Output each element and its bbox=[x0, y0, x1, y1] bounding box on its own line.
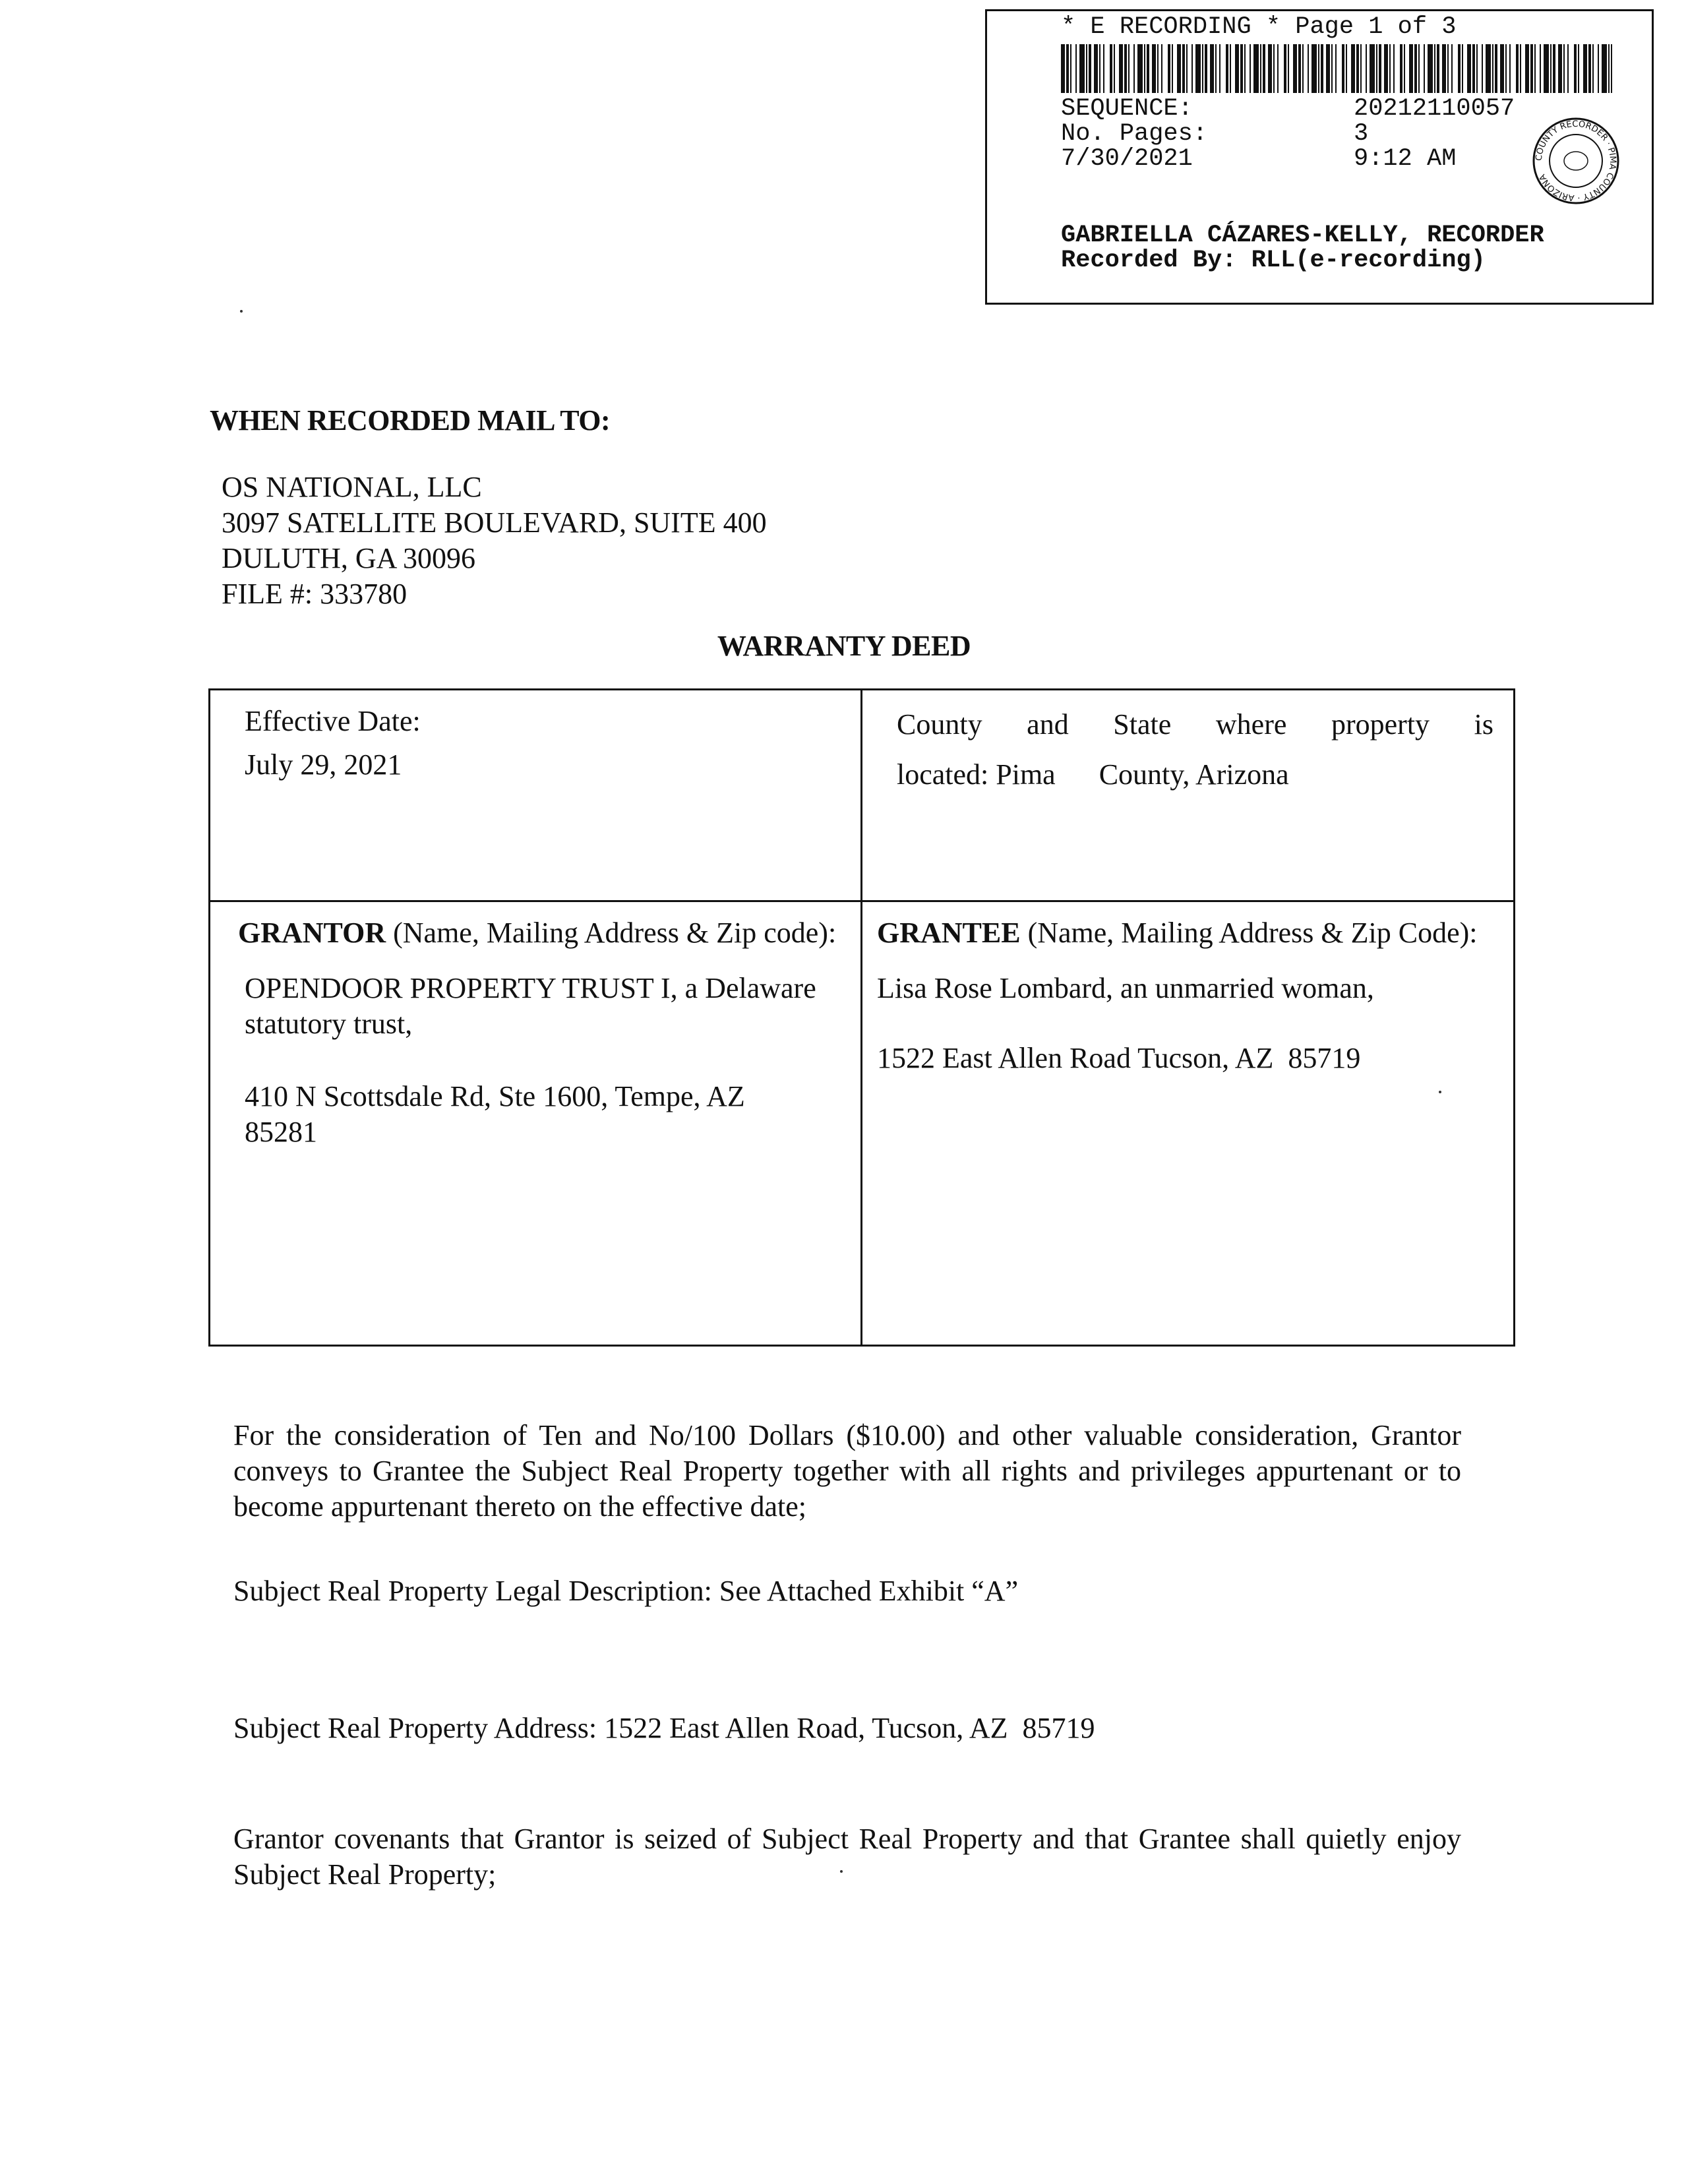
barcode-bar bbox=[1172, 44, 1173, 93]
barcode-bar bbox=[1442, 44, 1446, 93]
mail-to-line: OS NATIONAL, LLC bbox=[222, 471, 482, 503]
barcode-bar bbox=[1144, 44, 1145, 93]
barcode-bar bbox=[1574, 44, 1577, 93]
grantee-name: Lisa Rose Lombard, an unmarried woman, bbox=[877, 972, 1374, 1004]
barcode-bar bbox=[1177, 44, 1181, 93]
sequence-value: 20212110057 bbox=[1354, 95, 1515, 123]
barcode-bar bbox=[1230, 44, 1231, 93]
barcode-bar bbox=[1318, 44, 1319, 93]
svg-text:COUNTY RECORDER · PIMA COUNTY bbox=[1534, 119, 1617, 202]
stamp-header: * E RECORDING * Page 1 of 3 bbox=[1061, 13, 1457, 41]
barcode-bar bbox=[1516, 44, 1519, 93]
barcode-bar bbox=[1210, 44, 1214, 93]
effective-date-value: July 29, 2021 bbox=[245, 748, 402, 781]
grantee-heading-bold: GRANTEE bbox=[877, 917, 1021, 949]
barcode-bar bbox=[1611, 44, 1612, 93]
grantor-heading-bold: GRANTOR bbox=[238, 917, 386, 949]
barcode-bar bbox=[1482, 44, 1483, 93]
barcode-bar bbox=[1558, 44, 1562, 93]
barcode-bar bbox=[1608, 44, 1610, 93]
barcode-bar bbox=[1404, 44, 1405, 93]
barcode-bar bbox=[1472, 44, 1475, 93]
barcode-bar bbox=[1191, 44, 1193, 93]
barcode-bar bbox=[1110, 44, 1112, 93]
barcode-bar bbox=[1550, 44, 1552, 93]
covenant-paragraph: Grantor covenants that Grantor is seized of Subject Real Property and that Grantee shall quietly enjoy Subject Real Property; bbox=[233, 1823, 1461, 1891]
barcode-bar bbox=[1335, 44, 1337, 93]
barcode-bar bbox=[1308, 44, 1309, 93]
grantee-cell bbox=[862, 901, 1515, 1346]
barcode-bar bbox=[1326, 44, 1330, 93]
barcode-bar bbox=[1520, 44, 1521, 93]
barcode-bar bbox=[1366, 44, 1367, 93]
record-date: 7/30/2021 bbox=[1061, 145, 1193, 173]
barcode-bar bbox=[1351, 44, 1355, 93]
barcode-bar bbox=[1370, 44, 1375, 93]
county-state-line1: County and State where property is bbox=[897, 708, 1493, 741]
barcode-bar bbox=[1205, 44, 1207, 93]
barcode-bar bbox=[1434, 44, 1435, 93]
barcode-bar bbox=[1462, 44, 1463, 93]
barcode-bar bbox=[1119, 44, 1123, 93]
scan-speck bbox=[1439, 1091, 1441, 1093]
barcode-bar bbox=[1418, 44, 1420, 93]
barcode-bar bbox=[1447, 44, 1449, 93]
barcode-bar bbox=[1240, 44, 1243, 93]
barcode-bar bbox=[1602, 44, 1607, 93]
barcode-bar bbox=[1476, 44, 1478, 93]
barcode-bar bbox=[1161, 44, 1162, 93]
county-state-cell bbox=[862, 690, 1515, 901]
barcode-bar bbox=[1376, 44, 1377, 93]
grantor-address-line2: 85281 bbox=[245, 1116, 317, 1148]
barcode-bar bbox=[1075, 44, 1077, 93]
barcode-bar bbox=[1598, 44, 1599, 93]
grantor-cell bbox=[210, 901, 862, 1346]
barcode-bar bbox=[1168, 44, 1170, 93]
mail-to-line: DULUTH, GA 30096 bbox=[222, 542, 475, 574]
barcode-bar bbox=[1061, 44, 1065, 93]
barcode-bar bbox=[1202, 44, 1203, 93]
county-recorder-seal bbox=[1530, 115, 1621, 206]
barcode-bar bbox=[1268, 44, 1272, 93]
barcode-bar bbox=[1089, 44, 1091, 93]
barcode-bar bbox=[1133, 44, 1135, 93]
barcode-bar bbox=[1567, 44, 1569, 93]
barcode-bar bbox=[1114, 44, 1115, 93]
barcode-bar bbox=[1505, 44, 1507, 93]
barcode-bar bbox=[1389, 44, 1391, 93]
barcode-bar bbox=[1467, 44, 1471, 93]
consideration-paragraph: For the consideration of Ten and No/100 Dollars ($10.00) and other valuable consideration, Grantor conveys to Grantee the Subject Real Property together with all rights and privileges appurtenant or to become appurtenant thereto on the effective date; bbox=[233, 1419, 1461, 1523]
barcode-bar bbox=[1260, 44, 1261, 93]
recording-stamp bbox=[985, 9, 1654, 305]
barcode-bar bbox=[1273, 44, 1275, 93]
grantor-heading bbox=[238, 915, 847, 951]
barcode-bar bbox=[1458, 44, 1461, 93]
barcode-bar bbox=[1288, 44, 1289, 93]
effective-date-cell bbox=[210, 690, 862, 901]
grantor-address-line1: 410 N Scottsdale Rd, Ste 1600, Tempe, AZ bbox=[245, 1080, 745, 1112]
property-address: Subject Real Property Address: 1522 East Allen Road, Tucson, AZ 85719 bbox=[233, 1712, 1095, 1744]
scan-speck bbox=[840, 1870, 843, 1873]
barcode-bar bbox=[1277, 44, 1279, 93]
barcode-bar bbox=[1103, 44, 1104, 93]
barcode-bar bbox=[1311, 44, 1317, 93]
barcode-bar bbox=[1509, 44, 1511, 93]
barcode-bar bbox=[1284, 44, 1286, 93]
barcode-bar bbox=[1437, 44, 1439, 93]
barcode-bar bbox=[1128, 44, 1130, 93]
barcode-bar bbox=[1086, 44, 1087, 93]
barcode-bar bbox=[1540, 44, 1541, 93]
barcode-bar bbox=[1563, 44, 1565, 93]
barcode-bar bbox=[1302, 44, 1304, 93]
barcode-bar bbox=[1495, 44, 1497, 93]
barcode-bar bbox=[1099, 44, 1100, 93]
pages-value: 3 bbox=[1354, 120, 1369, 148]
barcode-bar bbox=[1384, 44, 1388, 93]
barcode-bar bbox=[1331, 44, 1333, 93]
barcode-bar bbox=[1379, 44, 1381, 93]
barcode-bar bbox=[1253, 44, 1259, 93]
grantor-heading-rest: (Name, Mailing Address & Zip code): bbox=[386, 917, 837, 949]
barcode-bar bbox=[1544, 44, 1549, 93]
barcode-bar bbox=[1393, 44, 1395, 93]
barcode-bar bbox=[1553, 44, 1555, 93]
barcode-bar bbox=[1451, 44, 1453, 93]
barcode-bar bbox=[1152, 44, 1156, 93]
barcode-bar bbox=[1235, 44, 1239, 93]
barcode-bar bbox=[1186, 44, 1188, 93]
barcode-bar bbox=[1424, 44, 1425, 93]
grantee-heading-rest: (Name, Mailing Address & Zip Code): bbox=[1020, 917, 1478, 949]
mail-to-line: FILE #: 333780 bbox=[222, 578, 407, 610]
barcode-bar bbox=[1583, 44, 1587, 93]
grantor-name-line2: statutory trust, bbox=[245, 1008, 413, 1040]
pages-label: No. Pages: bbox=[1061, 120, 1208, 148]
barcode-bar bbox=[1137, 44, 1143, 93]
scan-speck bbox=[240, 310, 243, 313]
county-state-line2: located: Pima County, Arizona bbox=[897, 758, 1289, 791]
record-time: 9:12 AM bbox=[1354, 145, 1457, 173]
barcode-bar bbox=[1588, 44, 1591, 93]
barcode-bar bbox=[1492, 44, 1493, 93]
grantee-heading bbox=[877, 915, 1500, 951]
legal-description: Subject Real Property Legal Description: See Attached Exhibit “A” bbox=[233, 1575, 1019, 1607]
barcode-bar bbox=[1525, 44, 1529, 93]
barcode-bar bbox=[1400, 44, 1402, 93]
barcode-bar bbox=[1592, 44, 1594, 93]
barcode-bar bbox=[1066, 44, 1069, 93]
barcode-bar bbox=[1157, 44, 1159, 93]
sequence-label: SEQUENCE: bbox=[1061, 95, 1193, 123]
barcode-bar bbox=[1070, 44, 1071, 93]
barcode-bar bbox=[1534, 44, 1536, 93]
barcode-bar bbox=[1250, 44, 1251, 93]
seal-text: COUNTY RECORDER · PIMA COUNTY · ARIZONA bbox=[1534, 119, 1618, 203]
barcode-bar bbox=[1215, 44, 1217, 93]
grantee-address: 1522 East Allen Road Tucson, AZ 85719 bbox=[877, 1042, 1361, 1074]
barcode-bar bbox=[1486, 44, 1491, 93]
barcode-bar bbox=[1409, 44, 1413, 93]
recorder-name: GABRIELLA CÁZARES-KELLY, RECORDER bbox=[1061, 222, 1544, 249]
barcode-bar bbox=[1244, 44, 1246, 93]
mail-to-heading: WHEN RECORDED MAIL TO: bbox=[210, 404, 611, 437]
barcode-bar bbox=[1293, 44, 1297, 93]
barcode bbox=[1061, 44, 1612, 93]
barcode-bar bbox=[1298, 44, 1301, 93]
barcode-bar bbox=[1263, 44, 1265, 93]
barcode-bar bbox=[1147, 44, 1149, 93]
barcode-bar bbox=[1360, 44, 1362, 93]
barcode-bar bbox=[1530, 44, 1533, 93]
barcode-bar bbox=[1578, 44, 1579, 93]
barcode-bar bbox=[1414, 44, 1417, 93]
mail-to-line: 3097 SATELLITE BOULEVARD, SUITE 400 bbox=[222, 506, 767, 539]
effective-date-label: Effective Date: bbox=[245, 705, 421, 737]
barcode-bar bbox=[1500, 44, 1504, 93]
document-title: WARRANTY DEED bbox=[717, 630, 971, 662]
deed-table bbox=[208, 688, 1515, 1347]
barcode-bar bbox=[1342, 44, 1344, 93]
barcode-bar bbox=[1124, 44, 1127, 93]
barcode-bar bbox=[1321, 44, 1323, 93]
barcode-bar bbox=[1219, 44, 1221, 93]
barcode-bar bbox=[1195, 44, 1201, 93]
recorded-by: Recorded By: RLL(e-recording) bbox=[1061, 247, 1486, 274]
barcode-bar bbox=[1226, 44, 1228, 93]
barcode-bar bbox=[1094, 44, 1098, 93]
barcode-bar bbox=[1182, 44, 1185, 93]
grantor-name-line1: OPENDOOR PROPERTY TRUST I, a Delaware bbox=[245, 972, 816, 1004]
barcode-bar bbox=[1428, 44, 1433, 93]
barcode-bar bbox=[1346, 44, 1347, 93]
mail-to-address bbox=[222, 470, 767, 612]
barcode-bar bbox=[1356, 44, 1359, 93]
barcode-bar bbox=[1079, 44, 1085, 93]
